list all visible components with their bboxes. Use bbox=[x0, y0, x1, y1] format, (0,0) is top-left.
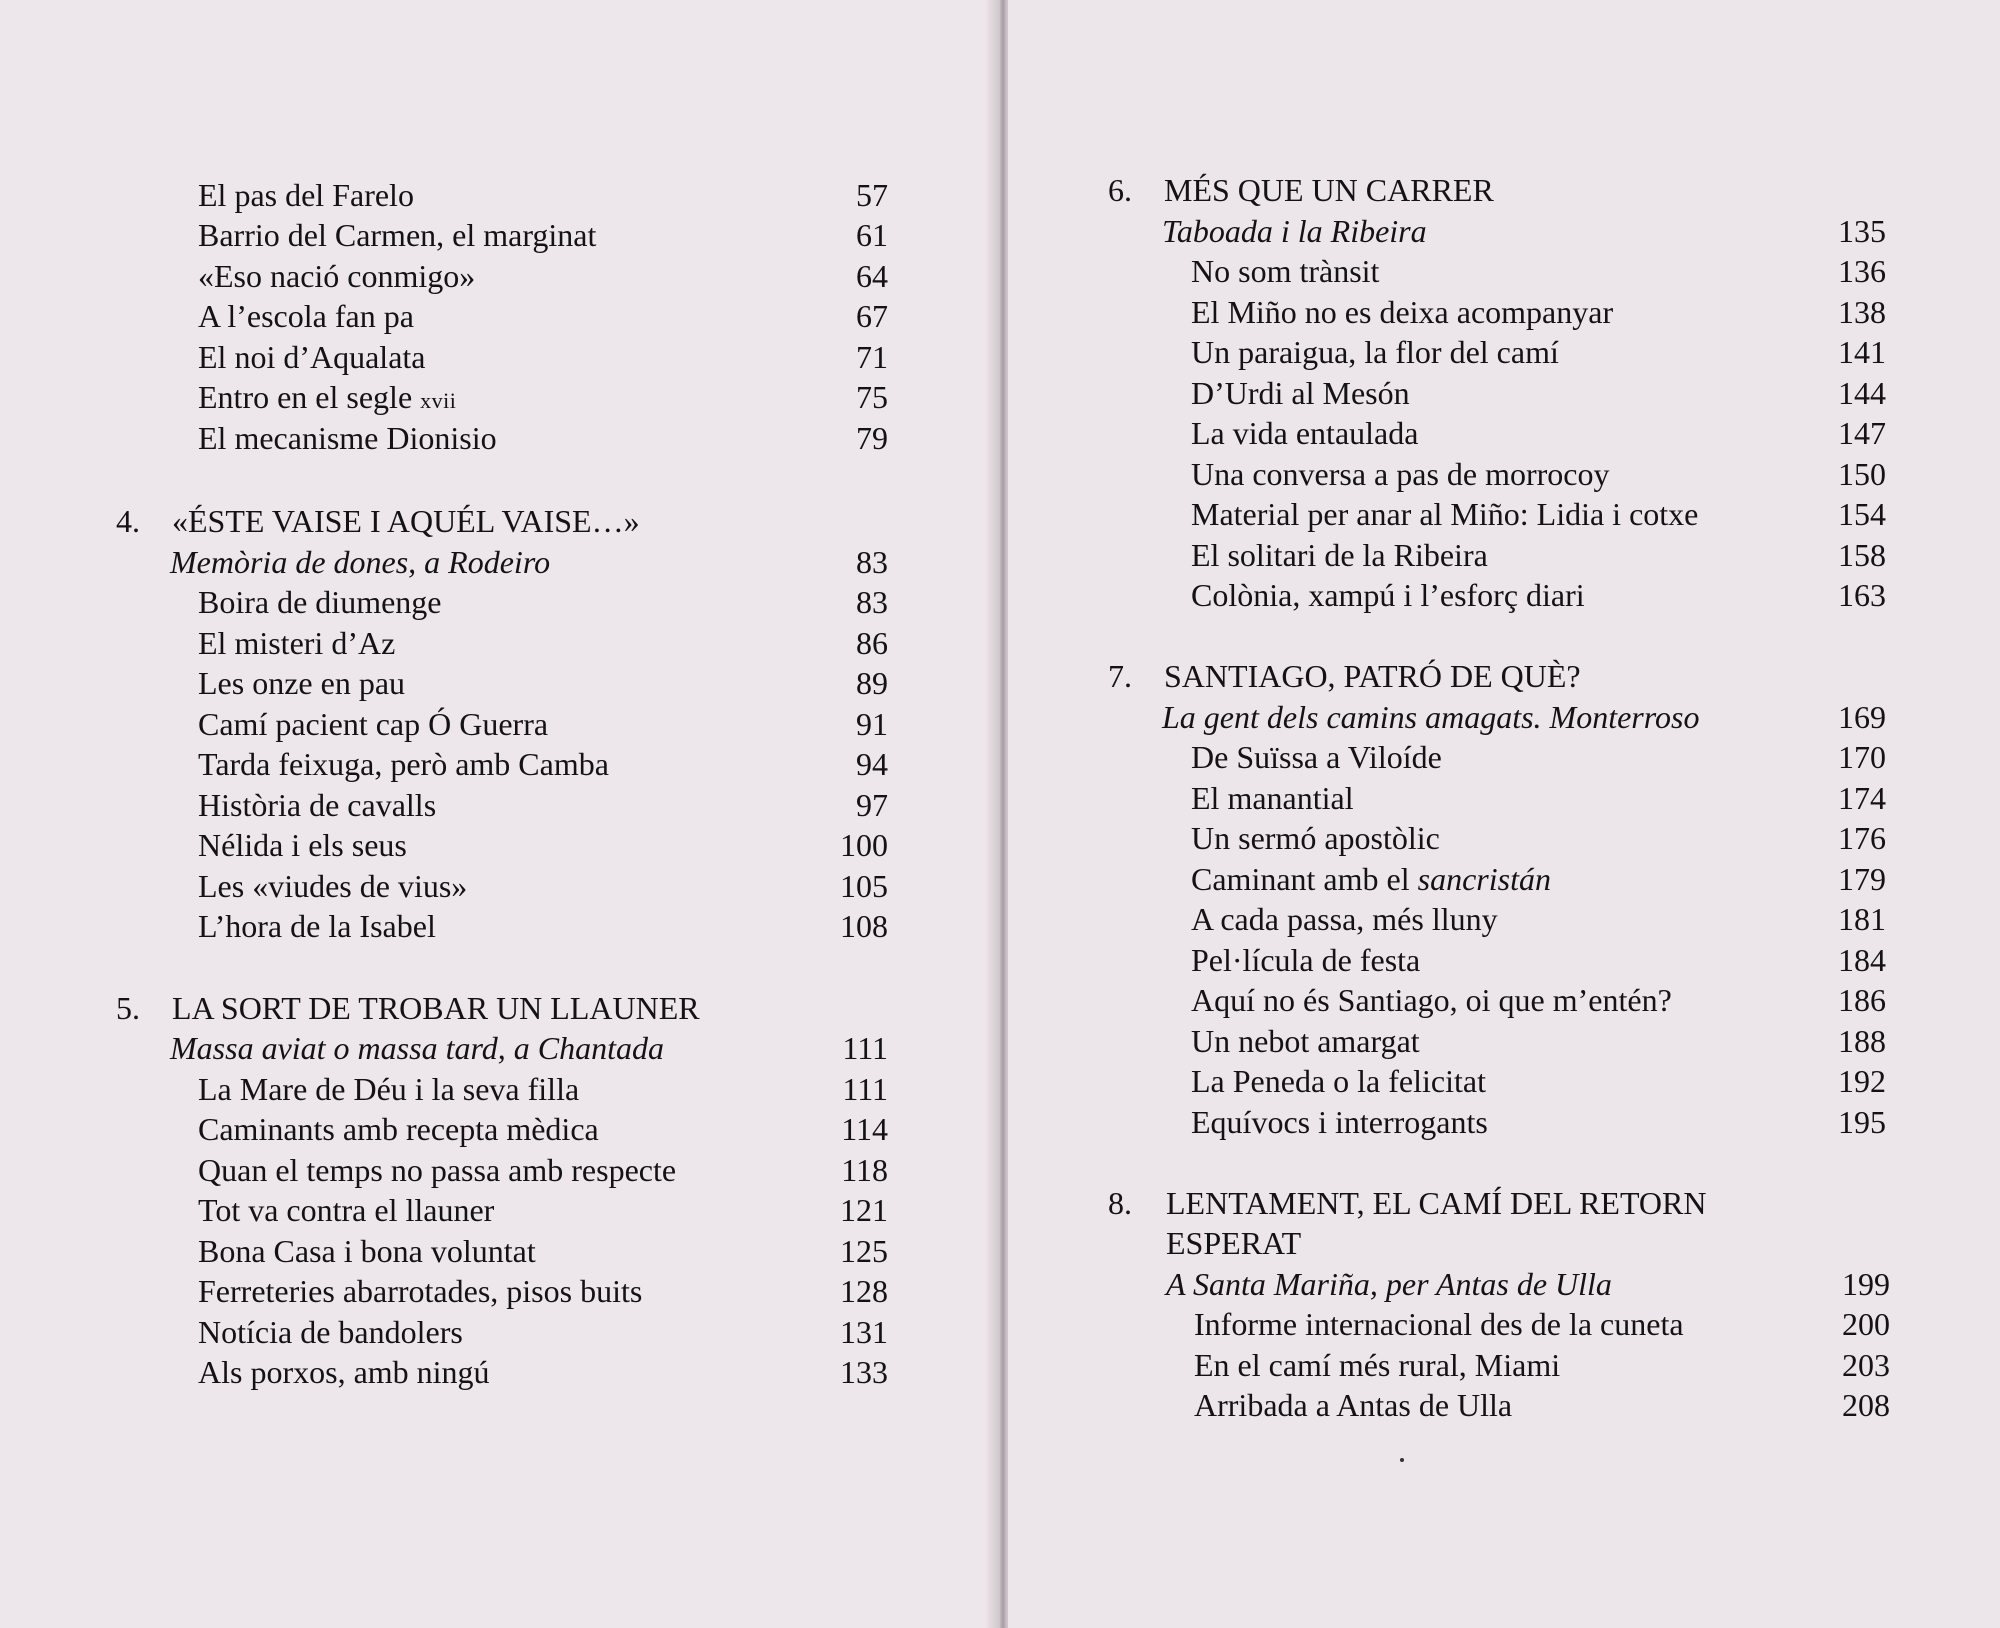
toc-entry-page: 128 bbox=[840, 1273, 888, 1309]
toc-entry-title: Boira de diumenge bbox=[198, 584, 442, 620]
toc-entry-page: 118 bbox=[841, 1152, 888, 1188]
chapter-subtitle: A Santa Mariña, per Antas de Ulla bbox=[1166, 1266, 1612, 1302]
toc-entry-title: Caminants amb recepta mèdica bbox=[198, 1111, 599, 1147]
toc-entry-title: La Mare de Déu i la seva filla bbox=[198, 1071, 580, 1107]
toc-entry-page: 184 bbox=[1838, 942, 1886, 978]
toc-entry-title: Bona Casa i bona voluntat bbox=[198, 1233, 536, 1269]
chapter-title-line1: LENTAMENT, EL CAMÍ DEL RETORN bbox=[1166, 1185, 1707, 1221]
toc-entry-title: Aquí no és Santiago, oi que m’entén? bbox=[1191, 982, 1672, 1018]
toc-entry-page: 131 bbox=[840, 1314, 888, 1350]
toc-entry-title: Barrio del Carmen, el marginat bbox=[198, 217, 597, 253]
toc-entry-page: 170 bbox=[1838, 739, 1886, 775]
toc-entry-title: Material per anar al Miño: Lidia i cotxe bbox=[1191, 496, 1699, 532]
toc-entry-title: El pas del Farelo bbox=[198, 177, 414, 213]
toc-entry-title: A l’escola fan pa bbox=[198, 298, 414, 334]
toc-entry-page: 144 bbox=[1838, 375, 1886, 411]
toc-entry-page: 114 bbox=[841, 1111, 888, 1147]
chapter-subtitle-page: 135 bbox=[1838, 213, 1886, 249]
toc-entry-page: 179 bbox=[1838, 861, 1886, 897]
toc-entry-page: 111 bbox=[842, 1071, 888, 1107]
toc-entry-page: 181 bbox=[1838, 901, 1886, 937]
toc-entry-title: El manantial bbox=[1191, 780, 1354, 816]
chapter-subtitle-page: 111 bbox=[842, 1030, 888, 1066]
toc-entry-page: 89 bbox=[856, 665, 888, 701]
toc-entry-page: 186 bbox=[1838, 982, 1886, 1018]
toc-entry-page: 100 bbox=[840, 827, 888, 863]
toc-entry-page: 108 bbox=[840, 908, 888, 944]
toc-entry-page: 83 bbox=[856, 584, 888, 620]
toc-entry-title: Un nebot amargat bbox=[1191, 1023, 1420, 1059]
toc-entry-title: Tarda feixuga, però amb Camba bbox=[198, 746, 609, 782]
toc-entry-title: Colònia, xampú i l’esforç diari bbox=[1191, 577, 1585, 613]
chapter-subtitle-page: 83 bbox=[856, 544, 888, 580]
toc-entry-page: 136 bbox=[1838, 253, 1886, 289]
toc-entry-title: D’Urdi al Mesón bbox=[1191, 375, 1410, 411]
toc-entry-title: L’hora de la Isabel bbox=[198, 908, 436, 944]
toc-entry-page: 105 bbox=[840, 868, 888, 904]
chapter-title: MÉS QUE UN CARRER bbox=[1164, 172, 1494, 208]
toc-entry-title: Arribada a Antas de Ulla bbox=[1194, 1387, 1513, 1423]
toc-entry-page: 125 bbox=[840, 1233, 888, 1269]
toc-entry-title-text: Entro en el segle bbox=[198, 379, 413, 415]
toc-entry-title: Camí pacient cap Ó Guerra bbox=[198, 706, 549, 742]
toc-entry-page: 203 bbox=[1842, 1347, 1890, 1383]
chapter-title-line2: ESPERAT bbox=[1166, 1225, 1302, 1261]
toc-entry-page: 64 bbox=[856, 258, 888, 294]
toc-entry-title: En el camí més rural, Miami bbox=[1194, 1347, 1561, 1383]
chapter-subtitle-page: 169 bbox=[1838, 699, 1886, 735]
toc-entry-title: Tot va contra el llauner bbox=[198, 1192, 495, 1228]
toc-entry-page: 138 bbox=[1838, 294, 1886, 330]
ink-speck bbox=[1400, 1458, 1404, 1462]
toc-entry-title: La vida entaulada bbox=[1191, 415, 1419, 451]
toc-entry-title: Ferreteries abarrotades, pisos buits bbox=[198, 1273, 643, 1309]
toc-entry-page: 147 bbox=[1838, 415, 1886, 451]
chapter-subtitle: Taboada i la Ribeira bbox=[1162, 213, 1427, 249]
toc-entry-page: 176 bbox=[1838, 820, 1886, 856]
chapter-number: 6. bbox=[1108, 172, 1132, 208]
toc-entry-title: Nélida i els seus bbox=[198, 827, 407, 863]
toc-entry-page: 121 bbox=[840, 1192, 888, 1228]
toc-entry-page: 174 bbox=[1838, 780, 1886, 816]
toc-entry-title: Pel·lícula de festa bbox=[1191, 942, 1421, 978]
chapter-number: 8. bbox=[1108, 1185, 1132, 1221]
chapter-number: 7. bbox=[1108, 658, 1132, 694]
toc-entry-page: 150 bbox=[1838, 456, 1886, 492]
toc-entry-page: 61 bbox=[856, 217, 888, 253]
toc-entry-page: 57 bbox=[856, 177, 888, 213]
toc-entry-title: Història de cavalls bbox=[198, 787, 437, 823]
chapter-subtitle: Massa aviat o massa tard, a Chantada bbox=[170, 1030, 664, 1066]
toc-entry-page: 79 bbox=[856, 420, 888, 456]
toc-entry-page: 208 bbox=[1842, 1387, 1890, 1423]
chapter-subtitle-page: 199 bbox=[1842, 1266, 1890, 1302]
toc-entry-title: Notícia de bandolers bbox=[198, 1314, 463, 1350]
toc-entry-title bbox=[198, 377, 456, 417]
toc-entry-page: 154 bbox=[1838, 496, 1886, 532]
toc-entry-title: El misteri d’Az bbox=[198, 625, 396, 661]
toc-entry-page: 97 bbox=[856, 787, 888, 823]
toc-entry-page: 67 bbox=[856, 298, 888, 334]
toc-entry-page: 195 bbox=[1838, 1104, 1886, 1140]
chapter-title: «ÉSTE VAISE I AQUÉL VAISE…» bbox=[172, 503, 640, 539]
toc-entry-title: Un paraigua, la flor del camí bbox=[1191, 334, 1559, 370]
toc-entry-title: Quan el temps no passa amb respecte bbox=[198, 1152, 677, 1188]
toc-entry-title-smallcaps: xvii bbox=[420, 388, 457, 413]
toc-entry-page: 163 bbox=[1838, 577, 1886, 613]
toc-entry-title-italic: sancristán bbox=[1417, 861, 1551, 897]
toc-entry-title bbox=[1191, 859, 1551, 899]
toc-entry-page: 86 bbox=[856, 625, 888, 661]
chapter-subtitle: La gent dels camins amagats. Monterroso bbox=[1162, 699, 1700, 735]
chapter-number: 5. bbox=[116, 990, 140, 1026]
toc-entry-title: La Peneda o la felicitat bbox=[1191, 1063, 1486, 1099]
toc-entry-title: El solitari de la Ribeira bbox=[1191, 537, 1488, 573]
toc-entry-title: A cada passa, més lluny bbox=[1191, 901, 1498, 937]
toc-entry-page: 94 bbox=[856, 746, 888, 782]
toc-entry-page: 75 bbox=[856, 379, 888, 415]
toc-entry-page: 200 bbox=[1842, 1306, 1890, 1342]
toc-entry-title: Una conversa a pas de morrocoy bbox=[1191, 456, 1610, 492]
toc-entry-title: El mecanisme Dionisio bbox=[198, 420, 497, 456]
chapter-title: SANTIAGO, PATRÓ DE QUÈ? bbox=[1164, 658, 1581, 694]
toc-entry-page: 188 bbox=[1838, 1023, 1886, 1059]
toc-entry-page: 141 bbox=[1838, 334, 1886, 370]
toc-entry-title: Als porxos, amb ningú bbox=[198, 1354, 490, 1390]
toc-entry-page: 192 bbox=[1838, 1063, 1886, 1099]
toc-entry-page: 133 bbox=[840, 1354, 888, 1390]
right-page bbox=[1008, 0, 2000, 1628]
toc-entry-title: Un sermó apostòlic bbox=[1191, 820, 1440, 856]
toc-entry-page: 71 bbox=[856, 339, 888, 375]
chapter-subtitle: Memòria de dones, a Rodeiro bbox=[170, 544, 551, 580]
toc-entry-title: «Eso nació conmigo» bbox=[198, 258, 476, 294]
toc-entry-title-text: Caminant amb el bbox=[1191, 861, 1410, 897]
toc-entry-title: Les «viudes de vius» bbox=[198, 868, 468, 904]
toc-entry-title: El Miño no es deixa acompanyar bbox=[1191, 294, 1614, 330]
toc-entry-title: Equívocs i interrogants bbox=[1191, 1104, 1488, 1140]
toc-entry-title: El noi d’Aqualata bbox=[198, 339, 426, 375]
chapter-number: 4. bbox=[116, 503, 140, 539]
toc-entry-page: 158 bbox=[1838, 537, 1886, 573]
chapter-title: LA SORT DE TROBAR UN LLAUNER bbox=[172, 990, 700, 1026]
toc-entry-page: 91 bbox=[856, 706, 888, 742]
toc-entry-title: Les onze en pau bbox=[198, 665, 406, 701]
toc-entry-title: Informe internacional des de la cuneta bbox=[1194, 1306, 1684, 1342]
toc-entry-title: De Suïssa a Viloíde bbox=[1191, 739, 1442, 775]
toc-entry-title: No som trànsit bbox=[1191, 253, 1380, 289]
